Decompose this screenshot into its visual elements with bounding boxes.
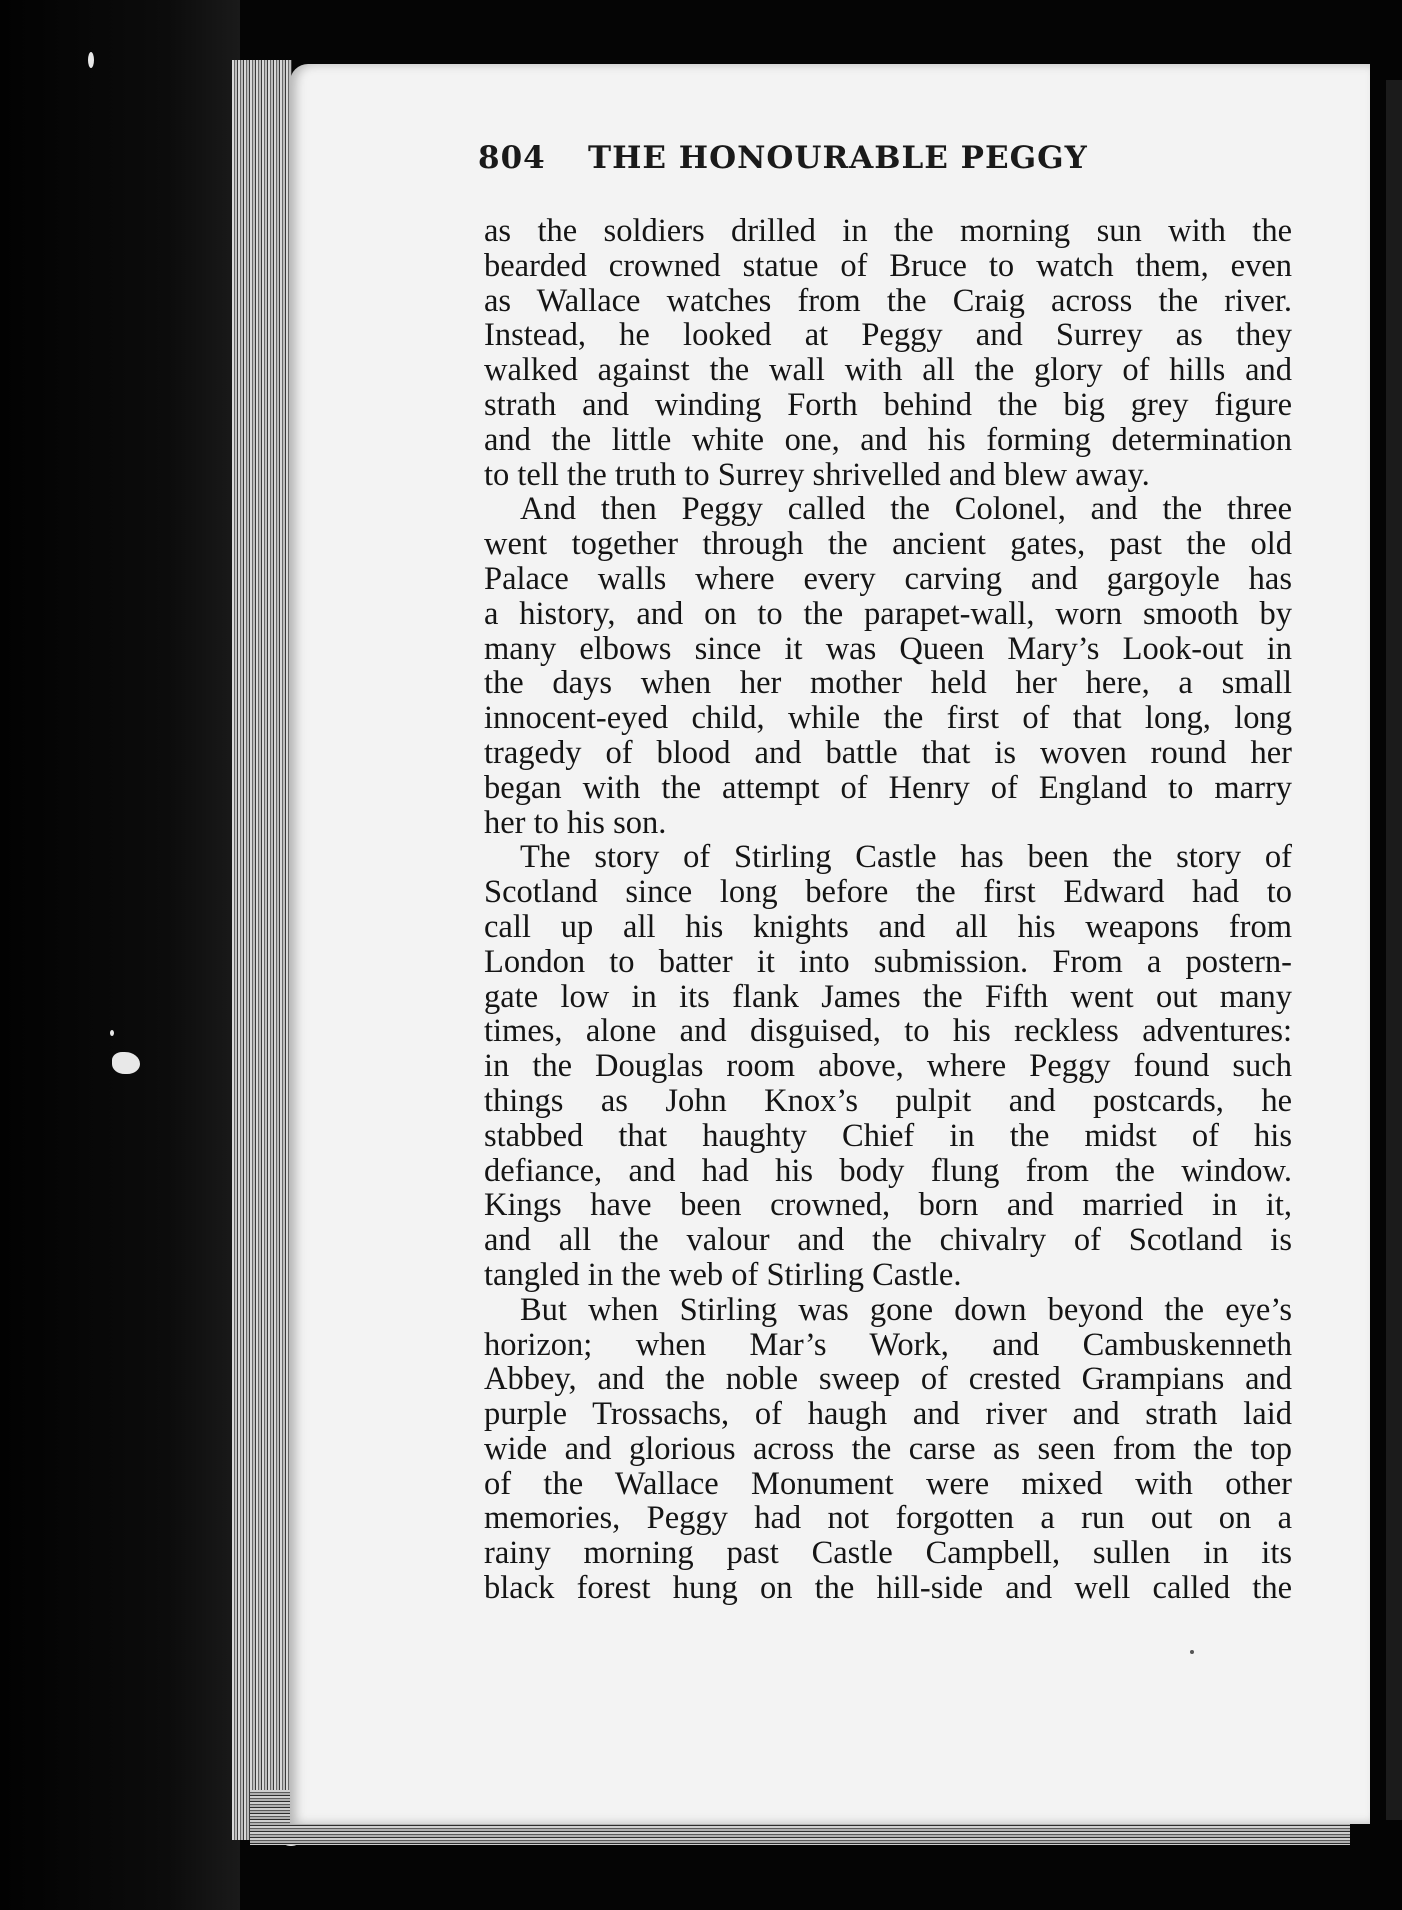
text-line: Palace walls where every carving and gargoyle has [484, 560, 1292, 597]
text-line: went together through the ancient gates, past the old [484, 526, 1292, 563]
scan-speck [1190, 1650, 1194, 1654]
text-line: The story of Stirling Castle has been the story of [520, 839, 1292, 876]
text-line: of the Wallace Monument were mixed with other [484, 1465, 1292, 1502]
text-line: call up all his knights and all his weapons from [484, 908, 1292, 945]
text-line: Kings have been crowned, born and married in it, [484, 1187, 1292, 1224]
body-text [484, 214, 1292, 1606]
text-line: and all the valour and the chivalry of Scotland is [484, 1222, 1292, 1259]
text-line: gate low in its flank James the Fifth went out many [484, 978, 1292, 1015]
text-line: Instead, he looked at Peggy and Surrey as they [484, 317, 1292, 354]
text-line: But when Stirling was gone down beyond the eye’s [520, 1291, 1292, 1328]
text-line: purple Trossachs, of haugh and river and strath laid [484, 1396, 1292, 1433]
text-line: to tell the truth to Surrey shrivelled and blew away. [484, 456, 1150, 493]
text-line: black forest hung on the hill-side and well called the [484, 1570, 1292, 1607]
page-number: 804 [478, 140, 546, 176]
text-line: walked against the wall with all the glory of hills and [484, 352, 1292, 389]
text-line: strath and winding Forth behind the big grey figure [484, 386, 1292, 423]
text-line: things as John Knox’s pulpit and postcards, he [484, 1082, 1292, 1119]
text-line: wide and glorious across the carse as seen from the top [484, 1430, 1292, 1467]
text-line: tragedy of blood and battle that is woven round her [484, 734, 1292, 771]
text-line: tangled in the web of Stirling Castle. [484, 1256, 962, 1293]
text-line: times, alone and disguised, to his reckless adventures: [484, 1013, 1292, 1050]
scan-speck [112, 1052, 140, 1074]
text-line: And then Peggy called the Colonel, and the three [520, 491, 1292, 528]
text-line: bearded crowned statue of Bruce to watch them, even [484, 247, 1292, 284]
text-line: began with the attempt of Henry of England to marry [484, 769, 1292, 806]
text-line: many elbows since it was Queen Mary’s Look-out in [484, 630, 1292, 667]
text-line: as the soldiers drilled in the morning sun with the [484, 213, 1292, 249]
text-line: the days when her mother held her here, a small [484, 665, 1292, 702]
page-block-edges [232, 60, 292, 1840]
text-line: horizon; when Mar’s Work, and Cambuskenneth [484, 1326, 1292, 1363]
text-line: Scotland since long before the first Edward had to [484, 874, 1292, 911]
text-line: London to batter it into submission. From a postern- [484, 943, 1292, 980]
facing-page-edge [1386, 80, 1402, 1820]
text-line: her to his son. [484, 804, 667, 841]
text-line: Abbey, and the noble sweep of crested Grampians and [484, 1361, 1292, 1398]
scan-speck [88, 52, 94, 68]
text-line: a history, and on to the parapet-wall, worn smooth by [484, 595, 1292, 632]
text-line: as Wallace watches from the Craig across the river. [484, 282, 1292, 319]
text-line: rainy morning past Castle Campbell, sullen in its [484, 1535, 1292, 1572]
text-line: memories, Peggy had not forgotten a run out on a [484, 1500, 1292, 1537]
text-line: in the Douglas room above, where Peggy found such [484, 1048, 1292, 1085]
running-head-title: THE HONOURABLE PEGGY [588, 140, 1088, 176]
text-line: innocent-eyed child, while the first of that long, long [484, 700, 1292, 737]
scan-left-margin [0, 0, 240, 1910]
running-header [478, 140, 1328, 186]
text-line: and the little white one, and his forming determination [484, 421, 1292, 458]
text-line: defiance, and had his body flung from the window. [484, 1152, 1292, 1189]
scan-speck [110, 1030, 114, 1036]
text-line: stabbed that haughty Chief in the midst of his [484, 1117, 1292, 1154]
